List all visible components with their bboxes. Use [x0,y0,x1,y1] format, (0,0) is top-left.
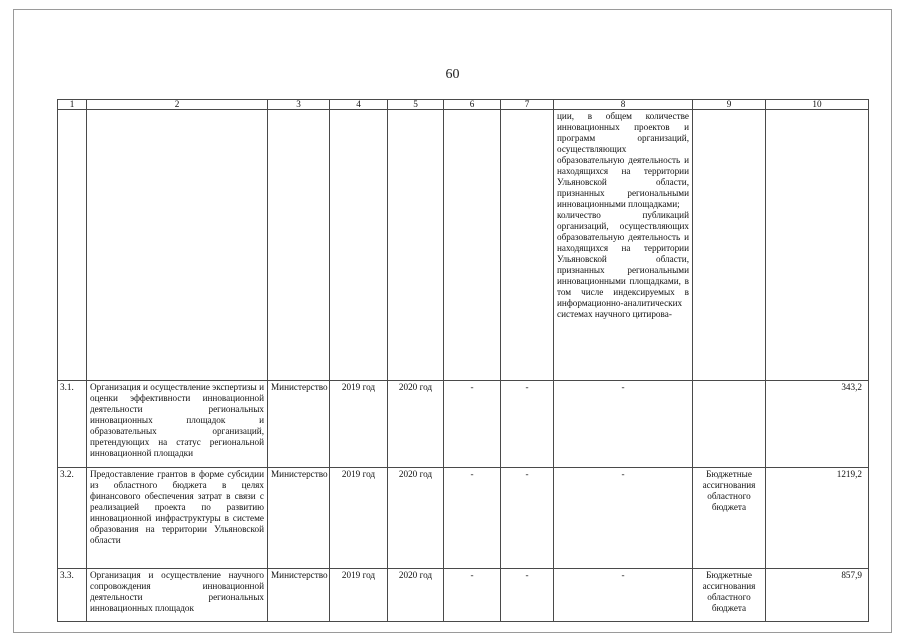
indicator-cell: - [554,381,693,468]
table-row [58,381,869,468]
indicator-text: количество публикаций организаций, осуществляющих образовательную деятельность и находящихся на территории Ульяновской области, признанных региональными инновационными площадками, в том числе индексируемых в информационно-аналитических системах научного цитирова- [557,210,689,319]
executor: Министерство [268,381,330,468]
column-header: 3 [268,100,330,110]
column-header: 5 [388,100,444,110]
event-title: Организация и осуществление научного сопровождения инновационной деятельности региональных инновационных площадок [87,569,268,622]
column-header: 7 [501,100,554,110]
start-year: 2019 год [330,569,388,622]
column-header: 8 [554,100,693,110]
row-number: 3.1. [58,381,87,468]
executor: Министерство [268,569,330,622]
funding-source: Бюджетные ассигнования областного бюджета [693,468,766,569]
column-header: 10 [766,100,869,110]
cell-6: - [444,381,501,468]
cell-6: - [444,468,501,569]
cell-7: - [501,569,554,622]
funding-source [693,381,766,468]
start-year: 2019 год [330,468,388,569]
row-number: 3.2. [58,468,87,569]
column-header: 6 [444,100,501,110]
executor: Министерство [268,468,330,569]
column-header: 1 [58,100,87,110]
column-header: 4 [330,100,388,110]
table-row [58,569,869,622]
column-header: 2 [87,100,268,110]
cell-7: - [501,381,554,468]
table-row [58,468,869,569]
end-year: 2020 год [388,569,444,622]
program-table [57,99,869,622]
continuation-row [58,110,869,381]
amount: 1219,2 [766,468,869,569]
event-title: Предоставление грантов в форме субсидии из областного бюджета в целях финансового обеспечения затрат в связи с реализацией проекта по развитию инновационной инфраструктуры в системе образования на территории Ульяновской области [87,468,268,569]
column-number-row [58,100,869,110]
column-header: 9 [693,100,766,110]
page-number: 60 [445,67,460,82]
indicator-cell: - [554,569,693,622]
row-number: 3.3. [58,569,87,622]
end-year: 2020 год [388,381,444,468]
indicator-text: ции, в общем количестве инновационных проектов и программ организаций, осуществляющих образовательную деятельность и находящихся на территории Ульяновской области, признанных региональными инновационными площадками; [557,111,689,209]
amount: 857,9 [766,569,869,622]
cell-6: - [444,569,501,622]
indicator-cell: - [554,468,693,569]
cell-7: - [501,468,554,569]
start-year: 2019 год [330,381,388,468]
amount: 343,2 [766,381,869,468]
indicator-cell [554,110,693,381]
end-year: 2020 год [388,468,444,569]
funding-source: Бюджетные ассигнования областного бюджета [693,569,766,622]
event-title: Организация и осуществление экспертизы и оценки эффективности инновационной деятельности региональных инновационных площадок и образовательных организаций, претендующих на статус региональной инновационной площадки [87,381,268,468]
